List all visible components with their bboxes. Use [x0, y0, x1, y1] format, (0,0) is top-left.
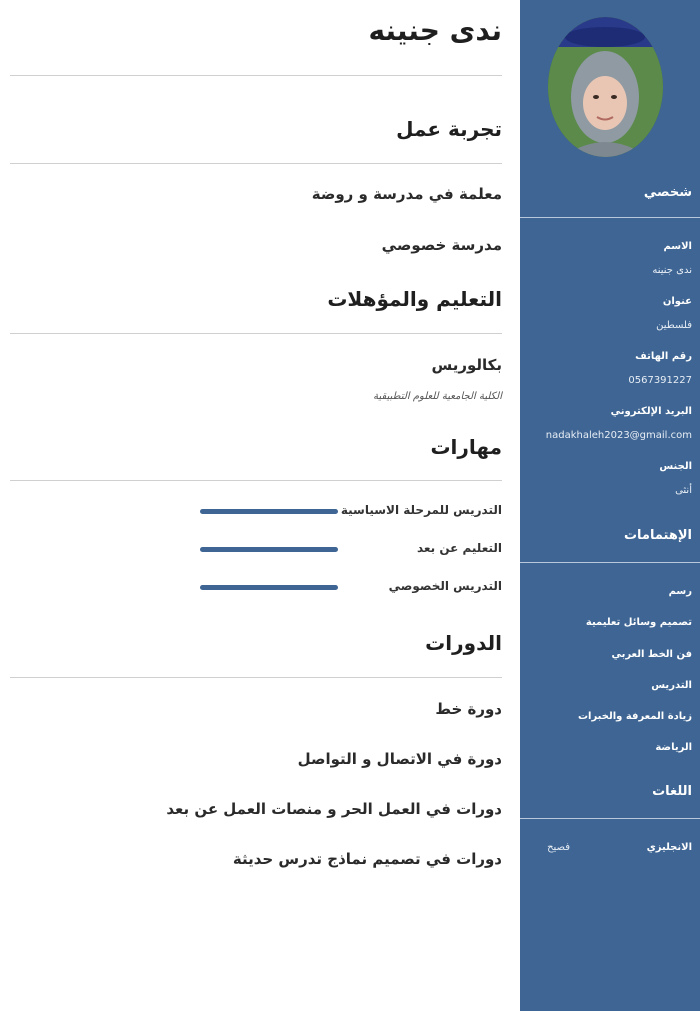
interest-item: رسم — [668, 586, 692, 597]
email-value: nadakhaleh2023@gmail.com — [545, 430, 692, 441]
name-label: الاسم — [663, 241, 692, 252]
profile-photo-image — [548, 17, 663, 157]
education-institution: الكلية الجامعية للعلوم التطبيقية — [373, 391, 502, 402]
email-label: البريد الإلكتروني — [610, 406, 692, 417]
interests-section-title: الإهتمامات — [623, 528, 692, 543]
language-level: فصيح — [547, 842, 570, 853]
gender-label: الجنس — [659, 461, 692, 472]
skill-label: التدريس الخصوصي — [388, 579, 502, 593]
divider — [10, 480, 502, 481]
skill-label: التعليم عن بعد — [416, 541, 502, 555]
gender-value: أنثى — [675, 485, 692, 496]
skill-bar — [200, 585, 338, 590]
section-education-title: التعليم والمؤهلات — [327, 287, 502, 311]
name-value: ندى جنينه — [652, 265, 692, 276]
sidebar-divider — [520, 562, 700, 563]
section-skills-title: مهارات — [430, 435, 502, 459]
divider — [10, 333, 502, 334]
phone-label: رقم الهاتف — [635, 351, 692, 362]
divider — [10, 677, 502, 678]
interest-item: فن الخط العربي — [611, 649, 692, 660]
section-courses-title: الدورات — [425, 631, 502, 655]
divider — [10, 75, 502, 76]
language-name: الانجليزي — [646, 842, 692, 853]
sidebar — [520, 0, 700, 1011]
course-item: دورات في تصميم نماذج تدرس حديثة — [232, 850, 502, 868]
interest-item: زيادة المعرفة والخبرات — [577, 711, 692, 722]
interest-item: تصميم وسائل تعليمية — [585, 617, 692, 628]
interest-item: الرياضة — [655, 742, 692, 753]
divider — [10, 163, 502, 164]
skill-bar — [200, 509, 338, 514]
profile-photo — [548, 17, 663, 157]
address-value: فلسطين — [656, 320, 692, 331]
sidebar-divider — [520, 217, 700, 218]
course-item: دورات في العمل الحر و منصات العمل عن بعد — [166, 800, 502, 818]
address-label: عنوان — [662, 296, 692, 307]
interest-item: التدريس — [651, 680, 692, 691]
experience-item: معلمة في مدرسة و روضة — [311, 185, 502, 203]
languages-section-title: اللغات — [652, 784, 692, 799]
skill-label: التدريس للمرحلة الاسياسية — [340, 503, 502, 517]
person-name: ندى جنينه — [368, 14, 502, 47]
course-item: دورة في الاتصال و التواصل — [297, 750, 502, 768]
education-degree: بكالوريس — [431, 356, 502, 374]
phone-value: 0567391227 — [628, 375, 692, 386]
section-experience-title: تجربة عمل — [396, 117, 502, 141]
skill-bar — [200, 547, 338, 552]
experience-item: مدرسة خصوصي — [381, 236, 502, 254]
course-item: دورة خط — [435, 700, 502, 718]
sidebar-divider — [520, 818, 700, 819]
personal-section-title: شخصي — [643, 185, 692, 200]
